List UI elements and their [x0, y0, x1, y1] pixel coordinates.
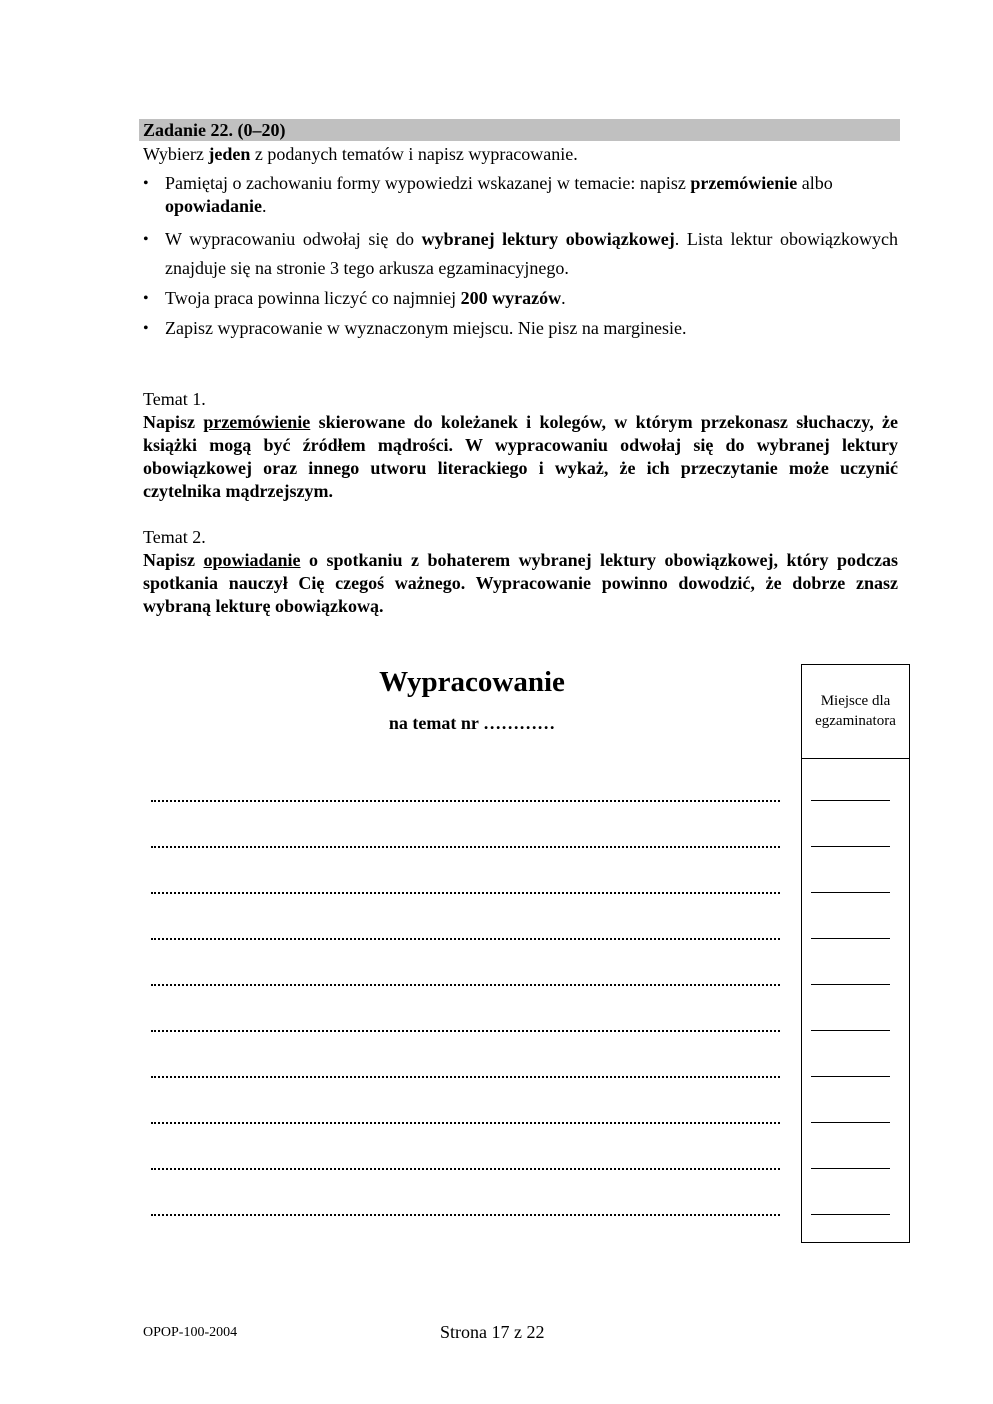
examiner-label-line2: egzaminatora [815, 713, 896, 729]
bullet-item [143, 314, 898, 343]
instruction-bullets [143, 172, 898, 343]
bullet-icon: • [143, 231, 149, 248]
examiner-label-line1: Miejsce dla [820, 693, 891, 709]
essay-title: Wypracowanie [379, 666, 565, 698]
topic-text: Napisz opowiadanie o spotkaniu z bohaterem wybranej lektury obowiązkowej, który podczas spotkania nauczył Cię czegoś ważnego. Wypracowanie powinno dowodzić, że dobrze znasz wybraną lekturę obowiązkową. [143, 550, 898, 616]
score-line [811, 846, 890, 847]
topic-label: Temat 1. [143, 389, 206, 409]
bullet-text: Pamiętaj o zachowaniu formy wypowiedzi wskazanej w temacie: napisz przemówienie albo opowiadanie. [165, 173, 833, 216]
bullet-text: Twoja praca powinna liczyć co najmniej 200 wyrazów. [165, 288, 566, 308]
writing-line[interactable] [151, 1122, 780, 1124]
writing-line[interactable] [151, 938, 780, 940]
writing-line[interactable] [151, 1214, 780, 1216]
bullet-item [143, 225, 898, 283]
footer-code: OPOP-100-2004 [143, 1325, 238, 1340]
topic-2 [143, 526, 898, 618]
bullet-text: Zapisz wypracowanie w wyznaczonym miejscu. Nie pisz na marginesie. [165, 318, 687, 338]
writing-line[interactable] [151, 846, 780, 848]
score-line [811, 1030, 890, 1031]
score-line [811, 1122, 890, 1123]
page-number: Strona 17 z 22 [440, 1322, 545, 1342]
writing-line[interactable] [151, 800, 780, 802]
bullet-icon: • [143, 320, 149, 337]
bullet-text: W wypracowaniu odwołaj się do wybranej lektury obowiązkowej. Lista lektur obowiązkowych znajduje się na stronie 3 tego arkusza egzaminacyjnego. [165, 229, 898, 278]
essay-subtitle: na temat nr ………… [388, 713, 556, 733]
writing-line[interactable] [151, 984, 780, 986]
score-line [811, 800, 890, 801]
writing-line[interactable] [151, 1030, 780, 1032]
task-header: Zadanie 22. (0–20) [139, 119, 900, 141]
writing-line[interactable] [151, 892, 780, 894]
writing-line[interactable] [151, 1076, 780, 1078]
bullet-item [143, 284, 898, 313]
score-line [811, 938, 890, 939]
examiner-box-header [802, 665, 909, 759]
writing-line[interactable] [151, 1168, 780, 1170]
task-instruction: Wybierz jeden z podanych tematów i napisz wypracowanie. [143, 144, 578, 164]
score-line [811, 984, 890, 985]
topic-form: opowiadanie [203, 550, 301, 570]
topic-1 [143, 388, 898, 503]
bullet-item [143, 172, 898, 218]
topic-label: Temat 2. [143, 527, 206, 547]
score-line [811, 892, 890, 893]
examiner-box [801, 664, 910, 1243]
score-line [811, 1168, 890, 1169]
topic-form: przemówienie [203, 412, 311, 432]
topic-text: Napisz przemówienie skierowane do koleżanek i kolegów, w którym przekonasz słuchaczy, że książki mogą być źródłem mądrości. W wypracowaniu odwołaj się do wybranej lektury obowiązkowej oraz innego utworu literackiego i wykaż, że ich przeczytanie może uczynić czytelnika mądrzejszym. [143, 412, 898, 501]
bullet-icon: • [143, 290, 149, 307]
score-line [811, 1076, 890, 1077]
bullet-icon: • [143, 175, 149, 192]
score-line [811, 1214, 890, 1215]
